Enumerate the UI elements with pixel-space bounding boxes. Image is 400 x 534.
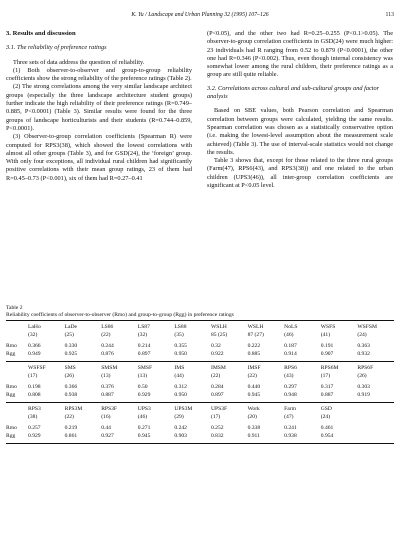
table-row — [6, 392, 394, 400]
value-cell: 0.932 — [357, 351, 370, 357]
value-cell: 0.948 — [284, 392, 297, 398]
value-cell: 0.191 — [320, 343, 334, 349]
table-row — [6, 324, 394, 332]
row-label-rmo: Rmo — [6, 384, 17, 390]
row-label-rmo: Rmo — [6, 425, 17, 431]
table-row — [6, 433, 357, 441]
row-label — [6, 332, 28, 340]
table-row — [6, 406, 357, 414]
group-size-cell: 87 (27) — [247, 332, 264, 338]
value-cell: 0.44 — [101, 425, 111, 431]
row-label-rgg: Rgg — [6, 392, 16, 398]
table-row — [6, 414, 357, 422]
value-cell: 0.198 — [28, 384, 41, 390]
table-block — [6, 403, 394, 444]
group-size-cell: (17) — [320, 373, 331, 379]
group-size-cell: (22) — [210, 373, 221, 379]
value-cell: 0.950 — [174, 351, 187, 357]
group-size-cell: (26) — [357, 373, 367, 379]
value-cell: 0.338 — [247, 425, 261, 431]
paragraph: (1) Both observer-to-observer and group-to-group reliability coefficients show the strong reliability of the preference ratings (Table 2). — [6, 66, 192, 83]
value-cell: 0.922 — [210, 351, 224, 357]
table-label: Table 2 — [6, 305, 23, 311]
paragraph: Table 3 shows that, except for those related to the three rural groups (Farm(47), RPS6(43), and RPS3(38)) and one related to the urban children (UPS3(46)), all inter-group correlation coefficients are significant at P<0.05 level. — [207, 157, 393, 190]
group-size-cell: (22) — [101, 332, 111, 338]
value-cell: 0.914 — [284, 351, 297, 357]
section-heading: 3. Results and discussion — [6, 30, 76, 37]
value-cell: 0.887 — [320, 392, 334, 398]
table-row — [6, 332, 394, 340]
row-label-rmo: Rmo — [6, 343, 17, 349]
group-size-cell: (24) — [320, 414, 331, 420]
table-row — [6, 384, 394, 392]
group-name-cell: WSFS — [320, 324, 336, 330]
value-cell: 0.303 — [357, 384, 370, 390]
paragraph: (2) The strong correlations among the very similar landscape architect groups (especially the three landscape architecture student groups) further indicate the high reliability of their preference ratings (R=0.749–0.885, P<0.0001) (Table 3). Similar results were found for the three groups of landscape horticulturists and their students (R=0.744–0.859, P<0.0001). — [6, 83, 192, 132]
table-rule — [6, 443, 394, 444]
group-name-cell: UPS3 — [137, 406, 151, 412]
group-size-cell: (47) — [284, 414, 294, 420]
group-size-cell: (44) — [174, 373, 184, 379]
value-cell: 0.252 — [210, 425, 224, 431]
table-caption: Reliability coefficients of observer-to-observer (Rmo) and group-to-group (Rgg) in preference ratings — [6, 312, 234, 318]
group-size-cell: (16) — [101, 414, 111, 420]
value-cell: 0.284 — [210, 384, 224, 390]
row-label — [6, 406, 28, 414]
value-cell: 0.897 — [137, 351, 151, 357]
value-cell: 0.938 — [284, 433, 297, 439]
group-size-cell: (22) — [64, 414, 74, 420]
value-cell: 0.241 — [284, 425, 297, 431]
value-cell: 0.330 — [64, 343, 78, 349]
group-name-cell: SMS — [64, 365, 76, 371]
value-cell: 0.907 — [320, 351, 334, 357]
left-column — [6, 30, 192, 183]
group-size-cell: 85 (25) — [210, 332, 228, 338]
group-name-cell: UPS3M — [174, 406, 193, 412]
group-size-cell: (22) — [247, 373, 257, 379]
group-name-cell: WSFSM — [357, 324, 377, 330]
group-name-cell: WSLH — [210, 324, 227, 330]
group-size-cell: (13) — [137, 373, 148, 379]
value-cell: 0.887 — [101, 392, 114, 398]
group-name-cell: RPS3M — [64, 406, 83, 412]
value-cell: 0.876 — [101, 351, 114, 357]
value-cell: 0.929 — [137, 392, 151, 398]
right-column — [207, 30, 393, 190]
value-cell: 0.312 — [174, 384, 187, 390]
value-cell: 0.954 — [320, 433, 334, 439]
group-size-cell: (26) — [64, 373, 74, 379]
group-size-cell: (41) — [320, 332, 331, 338]
running-head-title: K. Yu / Landscape and Urban Planning 32 (1995) 107–126 — [131, 12, 269, 18]
value-cell: 0.808 — [28, 392, 41, 398]
group-name-cell: Farm — [284, 406, 296, 412]
value-cell: 0.897 — [210, 392, 224, 398]
group-name-cell: LaDe — [64, 324, 78, 330]
group-name-cell: GSD — [320, 406, 332, 412]
row-label — [6, 414, 28, 422]
group-name-cell: LS86 — [101, 324, 114, 330]
value-cell: 0.925 — [64, 351, 78, 357]
group-name-cell: IMSM — [210, 365, 226, 371]
value-cell: 0.366 — [28, 343, 41, 349]
group-size-cell: (20) — [247, 414, 257, 420]
group-name-cell: UPS3F — [210, 406, 228, 412]
group-size-cell: (46) — [137, 414, 148, 420]
value-cell: 0.949 — [28, 351, 41, 357]
group-name-cell: RPS6 — [284, 365, 297, 371]
group-name-cell: IMSF — [247, 365, 261, 371]
row-label — [6, 365, 28, 373]
value-cell: 0.950 — [174, 392, 187, 398]
subsection-heading-reliability: 3.1. The reliability of preference ratings — [6, 44, 107, 52]
row-label-rgg: Rgg — [6, 433, 16, 439]
group-name-cell: WSFSF — [28, 365, 46, 371]
group-name-cell: LaHo — [28, 324, 41, 330]
value-cell: 0.927 — [101, 433, 114, 439]
value-cell: 0.461 — [320, 425, 334, 431]
value-cell: 0.187 — [284, 343, 297, 349]
value-cell: 0.32 — [210, 343, 221, 349]
row-label — [6, 373, 28, 381]
value-cell: 0.363 — [357, 343, 370, 349]
group-size-cell: (17) — [210, 414, 221, 420]
value-cell: 0.242 — [174, 425, 187, 431]
value-cell: 0.50 — [137, 384, 148, 390]
group-size-cell: (13) — [101, 373, 111, 379]
value-cell: 0.903 — [174, 433, 187, 439]
table-2 — [6, 305, 394, 444]
value-cell: 0.440 — [247, 384, 261, 390]
group-name-cell: SMSF — [137, 365, 153, 371]
paragraph: (P<0.05), and the other two had R=0.25–0.255 (P<0.1>0.05). The observer-to-group correlation coefficients in GSD(24) were much higher: 23 individuals had R ranging from 0.52 to 0.879 (P<0.0001), the other one had R=0.346 (P<0.002). Thus, even though internal consistency was somewhat lower among the rural children, their preference ratings as a group are still quite reliable. — [207, 30, 393, 79]
group-name-cell: LS87 — [137, 324, 150, 330]
group-name-cell: WSLH — [247, 324, 264, 330]
group-size-cell: (29) — [174, 414, 184, 420]
table-row — [6, 365, 394, 373]
table-blocks — [6, 321, 394, 444]
group-name-cell: IMS — [174, 365, 185, 371]
group-name-cell: RPS6M — [320, 365, 339, 371]
value-cell: 0.366 — [64, 384, 78, 390]
group-size-cell: (24) — [357, 332, 367, 338]
table-row — [6, 343, 394, 351]
value-cell: 0.885 — [247, 351, 261, 357]
value-cell: 0.271 — [137, 425, 151, 431]
value-cell: 0.919 — [357, 392, 370, 398]
value-cell: 0.222 — [247, 343, 261, 349]
group-size-cell: (43) — [284, 373, 294, 379]
group-size-cell: (25) — [64, 332, 74, 338]
group-size-cell: (46) — [284, 332, 294, 338]
paragraph: (3) Observer-to-group correlation coefficients (Spearman R) were computed for RPS3(38), which showed the lowest correlations with almost all other groups (Table 3), and for GSD(24), the ‘foreign’ group. With only four exceptions, all individual rural children had significantly positive correlations with their mean group ratings, 23 of them had R=0.45–0.73 (P<0.001), six of them had R=0.27–0.41 — [6, 133, 192, 182]
group-name-cell: LS88 — [174, 324, 187, 330]
group-name-cell: SMSM — [101, 365, 118, 371]
group-name-cell: RPS3 — [28, 406, 41, 412]
row-label — [6, 324, 28, 332]
table-row — [6, 425, 357, 433]
value-cell: 0.257 — [28, 425, 41, 431]
group-size-cell: (32) — [137, 332, 148, 338]
table-row — [6, 351, 394, 359]
value-cell: 0.861 — [64, 433, 78, 439]
table-row — [6, 373, 394, 381]
value-cell: 0.317 — [320, 384, 334, 390]
group-name-cell: RPS6F — [357, 365, 374, 371]
value-cell: 0.945 — [247, 392, 261, 398]
value-cell: 0.214 — [137, 343, 151, 349]
subsection-heading-correlations: 3.2. Correlations across cultural and sub-cultural groups and factor analysis — [207, 84, 380, 101]
row-label-rgg: Rgg — [6, 351, 16, 357]
table-block — [6, 362, 394, 403]
page-number: 113 — [385, 12, 394, 18]
value-cell: 0.929 — [28, 433, 41, 439]
value-cell: 0.832 — [210, 433, 224, 439]
group-name-cell: RPS3F — [101, 406, 118, 412]
group-size-cell: (32) — [28, 332, 38, 338]
value-cell: 0.355 — [174, 343, 187, 349]
value-cell: 0.911 — [247, 433, 260, 439]
value-cell: 0.376 — [101, 384, 114, 390]
group-size-cell: (38) — [28, 414, 38, 420]
value-cell: 0.938 — [64, 392, 78, 398]
group-name-cell: NoLS — [284, 324, 298, 330]
table-block — [6, 321, 394, 362]
paragraph: Three sets of data address the question of reliability. — [13, 58, 145, 66]
value-cell: 0.945 — [137, 433, 151, 439]
value-cell: 0.244 — [101, 343, 114, 349]
group-size-cell: (35) — [174, 332, 184, 338]
group-size-cell: (17) — [28, 373, 38, 379]
group-name-cell: Work — [247, 406, 260, 412]
paragraph: Based on SBE values, both Pearson correlation and Spearman correlation between groups were calculated, yielding the same results. Spearman correlation was chosen as a statistically conservative option (i.e. making the lowest-level assumption about the measurement scale achieved) (Table 3). The use of interval-scale statistics would not change the results. — [207, 107, 393, 156]
value-cell: 0.297 — [284, 384, 297, 390]
value-cell: 0.219 — [64, 425, 78, 431]
